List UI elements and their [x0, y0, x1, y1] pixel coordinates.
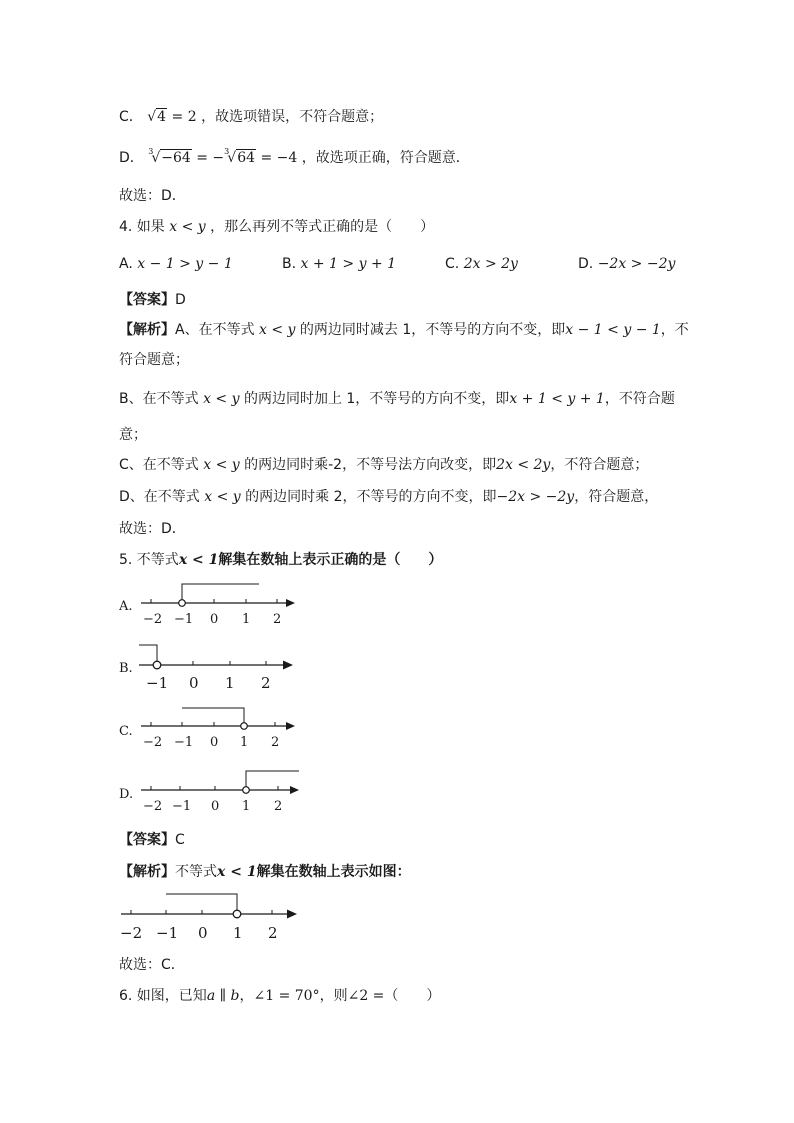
svg-text:C.: C.	[119, 724, 133, 739]
svg-text:2: 2	[268, 924, 278, 942]
q4-analysis-b-cont: 意；	[119, 427, 147, 443]
svg-text:−1: −1	[172, 799, 192, 814]
svg-text:2: 2	[261, 674, 271, 692]
q4-option-c: C. 2x > 2y	[445, 256, 518, 272]
number-line-a	[119, 580, 309, 630]
svg-text:−1: −1	[174, 735, 194, 750]
svg-text:−1: −1	[146, 674, 169, 692]
q4-analysis-a: 【解析】A、在不等式 x < y 的两边同时减去 1，不等号的方向不变，即x − 1 < y − 1，不	[119, 322, 689, 338]
q5-analysis: 【解析】不等式x < 1解集在数轴上表示如图：	[119, 864, 411, 880]
svg-text:−2: −2	[120, 924, 143, 942]
svg-text:A.: A.	[119, 599, 133, 614]
svg-text:0: 0	[210, 612, 219, 627]
q5-analysis-number-line	[119, 888, 309, 948]
svg-text:0: 0	[198, 924, 208, 942]
number-line-solution	[119, 888, 309, 944]
svg-text:2: 2	[273, 612, 282, 627]
q4-answer: 【答案】D	[119, 292, 186, 308]
svg-text:−1: −1	[156, 924, 179, 942]
option-d-explanation: D． $^3$√−64 = −$^3$√64 = −4 ，故选项正确，符合题意．	[119, 147, 470, 166]
q4-option-d: D. −2x > −2y	[578, 256, 676, 272]
option-c-explanation: C． √4 = 2 ，故选项错误，不符合题意；	[119, 109, 384, 125]
q4-analysis-d: D、在不等式 x < y 的两边同时乘 2，不等号的方向不变，即−2x > −2y，符合题意，	[119, 489, 659, 505]
svg-text:1: 1	[242, 799, 251, 814]
q5-choose: 故选：C．	[119, 957, 185, 973]
q4-analysis-c: C、在不等式 x < y 的两边同时乘-2，不等号法方向改变，即2x < 2y，不符合题意；	[119, 457, 649, 473]
number-line-d	[119, 766, 309, 816]
svg-text:2: 2	[274, 799, 283, 814]
svg-text:1: 1	[240, 735, 249, 750]
number-line-c	[119, 703, 309, 753]
q4-option-b: B. x + 1 > y + 1	[282, 256, 397, 272]
svg-text:D.: D.	[119, 787, 134, 802]
svg-text:−2: −2	[143, 799, 163, 814]
q4-option-a: A. x − 1 > y − 1	[119, 256, 233, 272]
q5-answer: 【答案】C	[119, 832, 185, 848]
svg-text:2: 2	[271, 735, 280, 750]
cbrt-expression: $^3$√−64 = −$^3$√64 = −4	[148, 147, 302, 166]
q4-stem: 4. 如果 x < y ，那么再列不等式正确的是（ ）	[119, 219, 435, 235]
q4-choose: 故选：D．	[119, 521, 186, 537]
q5-stem: 5. 不等式x < 1解集在数轴上表示正确的是（ ）	[119, 552, 443, 568]
svg-text:0: 0	[189, 674, 199, 692]
svg-text:0: 0	[211, 799, 220, 814]
svg-text:0: 0	[210, 735, 219, 750]
number-line-b	[119, 641, 309, 693]
svg-text:−1: −1	[174, 612, 194, 627]
svg-text:−2: −2	[143, 735, 163, 750]
q6-stem: 6. 如图，已知a ∥ b，∠1 = 70°，则∠2 =（ ）	[119, 988, 441, 1004]
q5-option-a	[119, 580, 309, 634]
choose-line-1: 故选：D．	[119, 188, 186, 204]
svg-text:B.: B.	[119, 661, 133, 676]
sqrt-expression: √4 = 2	[147, 109, 202, 125]
svg-text:1: 1	[225, 674, 235, 692]
svg-text:1: 1	[233, 924, 243, 942]
svg-text:−2: −2	[143, 612, 163, 627]
svg-text:1: 1	[242, 612, 251, 627]
q5-option-d	[119, 766, 309, 820]
q4-analysis-b: B、在不等式 x < y 的两边同时加上 1，不等号的方向不变，即x + 1 < y + 1，不符合题	[119, 391, 675, 407]
q5-option-b	[119, 641, 309, 697]
q4-analysis-a-cont: 符合题意；	[119, 352, 189, 368]
q5-option-c	[119, 703, 309, 757]
